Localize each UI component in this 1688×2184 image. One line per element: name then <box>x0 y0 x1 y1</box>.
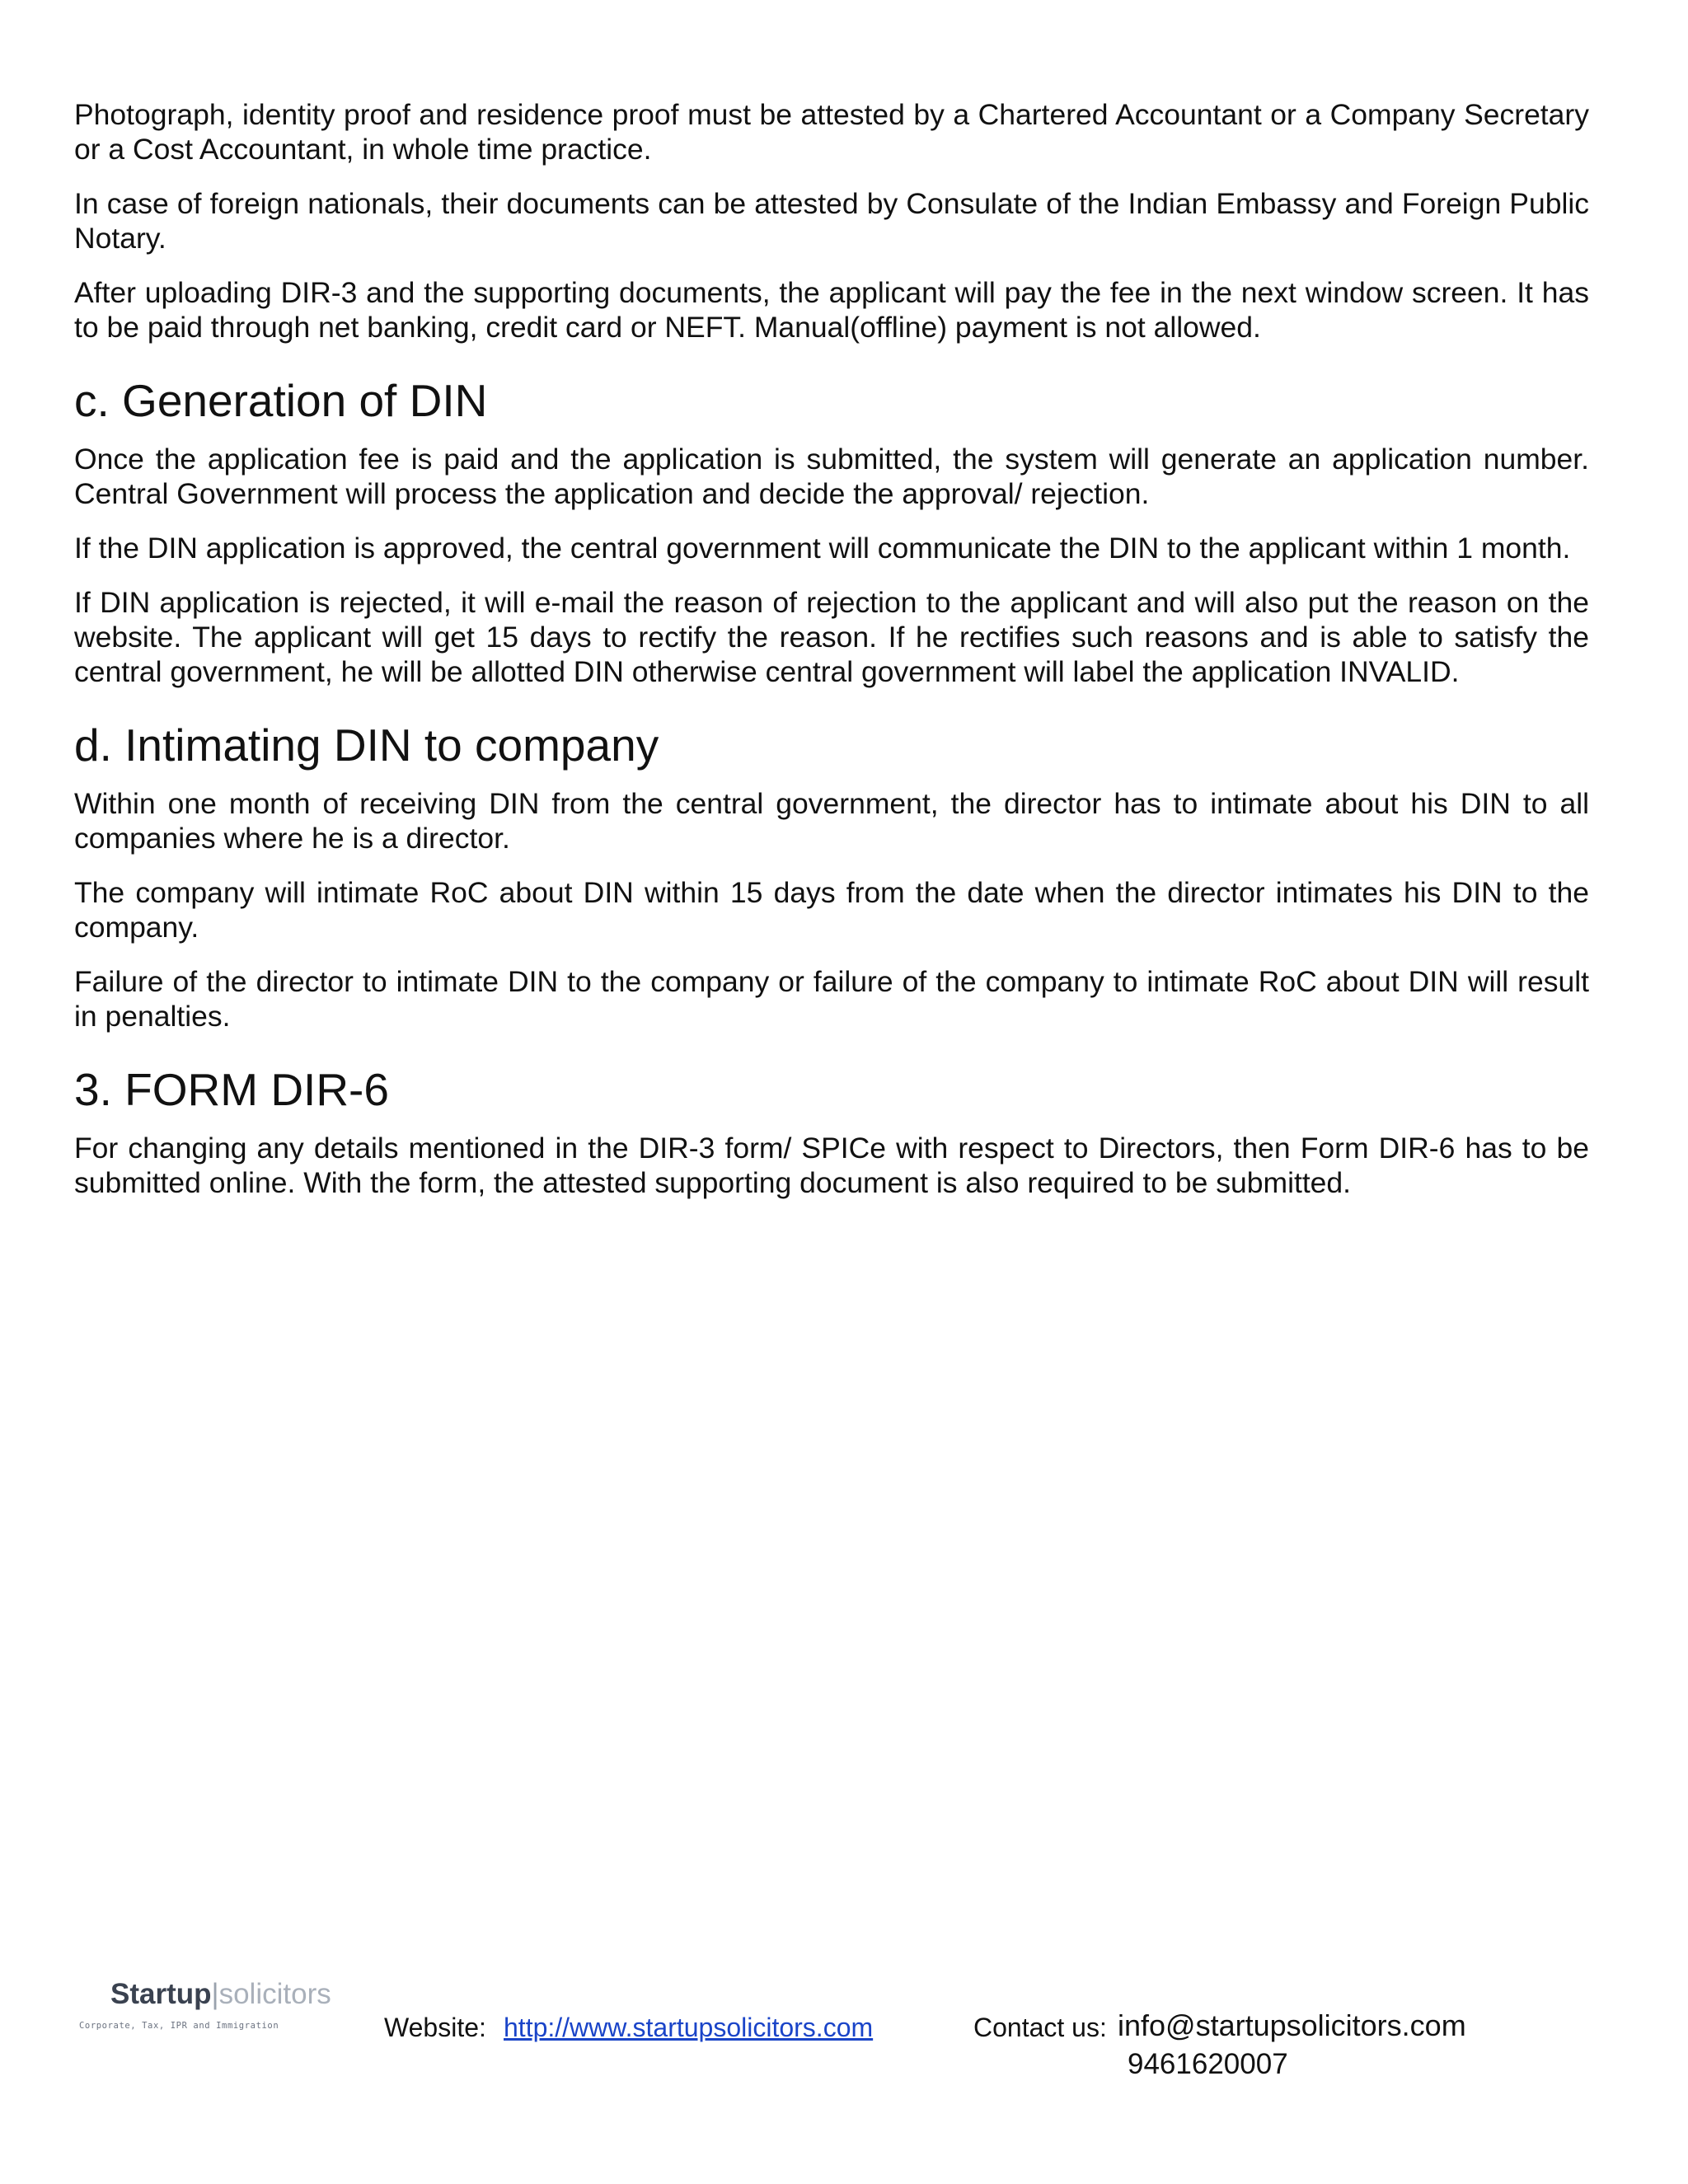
heading-generation-of-din: c. Generation of DIN <box>74 375 488 426</box>
logo-wordmark <box>110 1976 331 2013</box>
paragraph-fee-payment: After uploading DIR-3 and the supporting documents, the applicant will pay the fee in the next window screen. It has to be paid through net banking, credit card or NEFT. Manual(offline) payment is not allowed. <box>74 276 1589 344</box>
website-label: Website: <box>384 2013 486 2042</box>
startup-solicitors-logo <box>79 1976 376 2042</box>
paragraph-form-dir-6: For changing any details mentioned in the DIR-3 form/ SPICe with respect to Directors, then Form DIR-6 has to be submitted online. With the form, the attested supporting document is also required to be submitted. <box>74 1132 1589 1199</box>
logo-solicitors-text: solicitors <box>218 1978 331 2010</box>
heading-intimating-din: d. Intimating DIN to company <box>74 719 659 771</box>
contact-email: info@startupsolicitors.com <box>1118 2008 1466 2042</box>
website-link[interactable]: http://www.startupsolicitors.com <box>504 2013 874 2042</box>
paragraph-penalties: Failure of the director to intimate DIN to the company or failure of the company to intimate RoC about DIN will result in penalties. <box>74 965 1589 1033</box>
logo-separator: | <box>211 1978 219 2010</box>
document-body <box>74 97 1589 1220</box>
contact-label: Contact us: <box>973 2013 1107 2042</box>
paragraph-din-approved: If the DIN application is approved, the central government will communicate the DIN to the applicant within 1 month. <box>74 532 1571 565</box>
logo-startup-text: Startup <box>110 1978 212 2010</box>
contact-phone: 9461620007 <box>1128 2048 1288 2080</box>
paragraph-foreign-nationals: In case of foreign nationals, their documents can be attested by Consulate of the Indian Embassy and Foreign Public Notary. <box>74 187 1589 255</box>
paragraph-attestation: Photograph, identity proof and residence proof must be attested by a Chartered Accountant or a Company Secretary or a Cost Accountant, in whole time practice. <box>74 98 1589 166</box>
paragraph-application-number: Once the application fee is paid and the application is submitted, the system will generate an application number. Central Government will process the application and decide the approval/ rejection. <box>74 443 1589 510</box>
heading-form-dir-6: 3. FORM DIR-6 <box>74 1064 389 1115</box>
logo-tagline: Corporate, Tax, IPR and Immigration <box>79 2021 279 2031</box>
paragraph-intimate-roc: The company will intimate RoC about DIN within 15 days from the date when the director intimates his DIN to the company. <box>74 876 1589 944</box>
paragraph-din-rejected: If DIN application is rejected, it will e-mail the reason of rejection to the applicant and will also put the reason on the website. The applicant will get 15 days to rectify the reason. If he rectifies such reasons and is able to satisfy the central government, he will be allotted DIN otherwise central government will label the application INVALID. <box>74 586 1589 688</box>
paragraph-intimate-within-month: Within one month of receiving DIN from the central government, the director has to intimate about his DIN to all companies where he is a director. <box>74 787 1589 855</box>
